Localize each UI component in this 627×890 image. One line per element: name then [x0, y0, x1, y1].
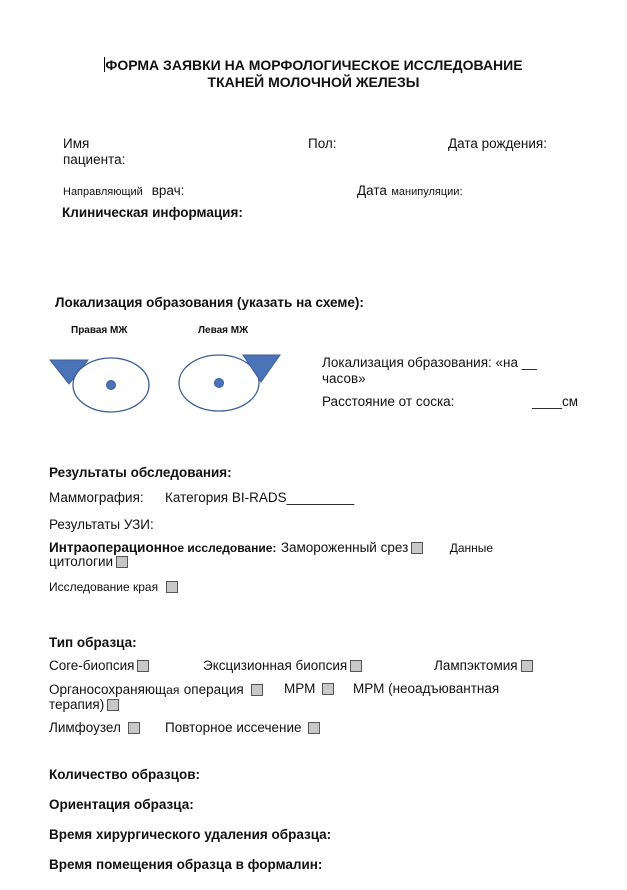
- breast-diagram: [45, 345, 290, 420]
- doctor-label-big: врач:: [151, 183, 185, 198]
- intraop-label-big: Интраоперационн: [49, 540, 171, 555]
- manip-label-big: Дата: [357, 183, 387, 198]
- frozen-section-label: Замороженный срез: [280, 540, 409, 555]
- patient-name-label: Имя: [63, 136, 90, 151]
- dob-label: Дата рождения:: [448, 136, 547, 151]
- excision-biopsy-checkbox[interactable]: [350, 660, 362, 672]
- lymph-node-label: Лимфоузел: [49, 720, 121, 735]
- frozen-section-checkbox[interactable]: [411, 542, 423, 554]
- sex-label: Пол:: [308, 136, 337, 151]
- margin-exam-label: Исследование края: [49, 580, 159, 594]
- margin-exam-checkbox[interactable]: [166, 581, 178, 593]
- cytology-label-2: цитологии: [49, 554, 114, 569]
- right-breast-label: Правая МЖ: [71, 325, 128, 336]
- left-nipple: [215, 379, 224, 388]
- excision-biopsy-option: [203, 658, 362, 673]
- sample-count-label: Количество образцов:: [49, 767, 200, 782]
- manip-label-small: манипуляции:: [391, 186, 463, 198]
- organ-preserving-checkbox[interactable]: [251, 684, 263, 696]
- reexcision-option: [165, 720, 320, 735]
- sample-orientation-label: Ориентация образца:: [49, 797, 194, 812]
- referring-doctor-label: [63, 182, 184, 200]
- organ-preserving-label-small: ая: [166, 683, 180, 697]
- organ-preserving-label-rest: операция: [183, 682, 244, 697]
- mrm-neoadjuvant-row: [49, 697, 119, 712]
- manipulation-date-label: [357, 182, 463, 200]
- birads-field: Категория BI-RADS_________: [165, 490, 355, 505]
- intraop-label-small: ое исследование:: [170, 541, 277, 555]
- form-title-line-1: [0, 57, 627, 73]
- nipple-distance-label: Расстояние от соска:: [322, 394, 455, 409]
- formalin-time-label: Время помещения образца в формалин:: [49, 857, 323, 872]
- core-biopsy-checkbox[interactable]: [137, 660, 149, 672]
- removal-time-label: Время хирургического удаления образца:: [49, 827, 332, 842]
- cytology-checkbox[interactable]: [116, 556, 128, 568]
- reexcision-checkbox[interactable]: [308, 722, 320, 734]
- ultrasound-label: Результаты УЗИ:: [49, 517, 154, 532]
- lymph-node-checkbox[interactable]: [128, 722, 140, 734]
- localization-clock-text-2: часов»: [322, 371, 366, 386]
- lumpectomy-option: [434, 658, 533, 673]
- mrm-neoadjuvant-label: МРМ (неоадъювантная: [353, 681, 500, 696]
- organ-preserving-label-big: Органосохраняющ: [49, 682, 167, 697]
- excision-biopsy-label: Эксцизионная биопсия: [203, 658, 348, 673]
- nipple-distance-value: ____см: [532, 394, 579, 409]
- form-title-line-2: ТКАНЕЙ МОЛОЧНОЙ ЖЕЛЕЗЫ: [207, 74, 420, 90]
- cytology-row: [49, 554, 128, 569]
- lumpectomy-label: Лампэктомия: [434, 658, 518, 673]
- doctor-label-small: Направляющий: [63, 186, 143, 198]
- localization-clock-text: Локализация образования: «на __: [322, 355, 537, 370]
- mammography-label: Маммография:: [49, 490, 144, 505]
- mrm-option: [284, 681, 334, 696]
- mrm-checkbox[interactable]: [322, 683, 334, 695]
- right-nipple: [107, 381, 116, 390]
- cytology-label: Данные: [449, 541, 494, 555]
- core-biopsy-label: Core-биопсия: [49, 658, 135, 673]
- localization-heading: Локализация образования (указать на схеме):: [55, 295, 364, 310]
- lumpectomy-checkbox[interactable]: [521, 660, 533, 672]
- mrm-neoadjuvant-label-2: терапия): [49, 697, 105, 712]
- patient-name-label-2: пациента:: [63, 152, 126, 167]
- clinical-info-label: Клиническая информация:: [62, 205, 243, 220]
- reexcision-label: Повторное иссечение: [165, 720, 302, 735]
- mrm-label: МРМ: [284, 681, 316, 696]
- sample-type-heading: Тип образца:: [49, 635, 137, 650]
- lymph-node-option: [49, 720, 140, 735]
- margin-row: [49, 578, 178, 596]
- left-breast-label: Левая МЖ: [198, 325, 249, 336]
- core-biopsy-option: [49, 658, 149, 673]
- title-line-1-text: ФОРМА ЗАЯВКИ НА МОРФОЛОГИЧЕСКОЕ ИССЛЕДОВАНИЕ: [105, 57, 523, 73]
- results-heading: Результаты обследования:: [49, 465, 232, 480]
- mrm-neoadjuvant-checkbox[interactable]: [107, 699, 119, 711]
